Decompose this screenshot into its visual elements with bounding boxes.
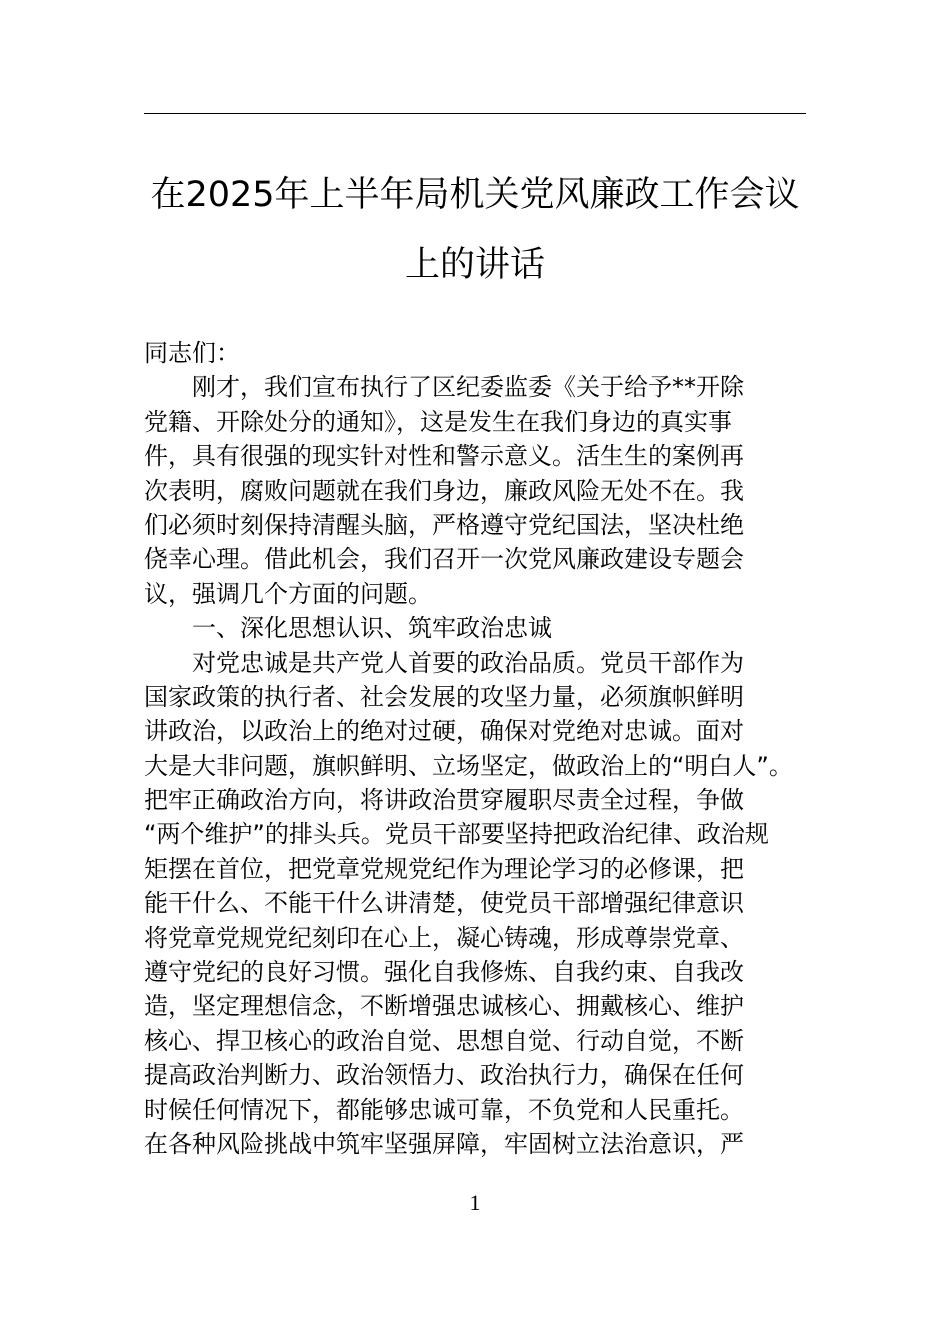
body-line: 提高政治判断力、政治领悟力、政治执行力，确保在任何	[144, 1061, 744, 1090]
body-line: 议，强调几个方面的问题。	[144, 579, 432, 608]
body-line: 侥幸心理。借此机会，我们召开一次党风廉政建设专题会	[144, 545, 744, 574]
body-line: 在各种风险挑战中筑牢坚强屏障，牢固树立法治意识，严	[144, 1129, 744, 1158]
document-title	[144, 160, 806, 300]
body-line: 矩摆在首位，把党章党规党纪作为理论学习的必修课，把	[144, 854, 744, 883]
header-rule	[144, 113, 806, 114]
body-line: 件，具有很强的现实针对性和警示意义。活生生的案例再	[144, 442, 744, 471]
body-line: 刚才，我们宣布执行了区纪委监委《关于给予**开除	[192, 373, 744, 402]
body-line: 们必须时刻保持清醒头脑，严格遵守党纪国法，坚决杜绝	[144, 510, 744, 539]
document-body	[144, 336, 806, 1161]
body-line: 核心、捍卫核心的政治自觉、思想自觉、行动自觉，不断	[144, 1026, 744, 1055]
body-line: “两个维护”的排头兵。党员干部要坚持把政治纪律、政治规	[144, 820, 769, 849]
body-line: 能干什么、不能干什么讲清楚，使党员干部增强纪律意识	[144, 889, 744, 918]
body-line: 党籍、开除处分的通知》，这是发生在我们身边的真实事	[144, 407, 732, 436]
body-line: 造，坚定理想信念，不断增强忠诚核心、拥戴核心、维护	[144, 992, 744, 1021]
title-line-2: 上的讲话	[404, 245, 545, 285]
body-line: 时候任何情况下，都能够忠诚可靠，不负党和人民重托。	[144, 1095, 744, 1124]
title-line-1: 在2025年上半年局机关党风廉政工作会议	[150, 175, 800, 215]
body-line: 将党章党规党纪刻印在心上，凝心铸魂，形成尊崇党章、	[144, 923, 744, 952]
body-line: 国家政策的执行者、社会发展的攻坚力量，必须旗帜鲜明	[144, 682, 744, 711]
body-line: 把牢正确政治方向，将讲政治贯穿履职尽责全过程，争做	[144, 786, 744, 815]
section-heading: 一、深化思想认识、筑牢政治忠诚	[192, 614, 552, 643]
page-number: 1	[469, 1190, 481, 1215]
body-line: 大是大非问题，旗帜鲜明、立场坚定，做政治上的“明白人”。	[144, 751, 793, 780]
body-line: 次表明，腐败问题就在我们身边，廉政风险无处不在。我	[144, 476, 744, 505]
salutation: 同志们：	[144, 339, 240, 367]
body-line: 对党忠诚是共产党人首要的政治品质。党员干部作为	[192, 648, 744, 677]
body-line: 讲政治，以政治上的绝对过硬，确保对党绝对忠诚。面对	[144, 717, 744, 746]
body-line: 遵守党纪的良好习惯。强化自我修炼、自我约束、自我改	[144, 958, 744, 987]
